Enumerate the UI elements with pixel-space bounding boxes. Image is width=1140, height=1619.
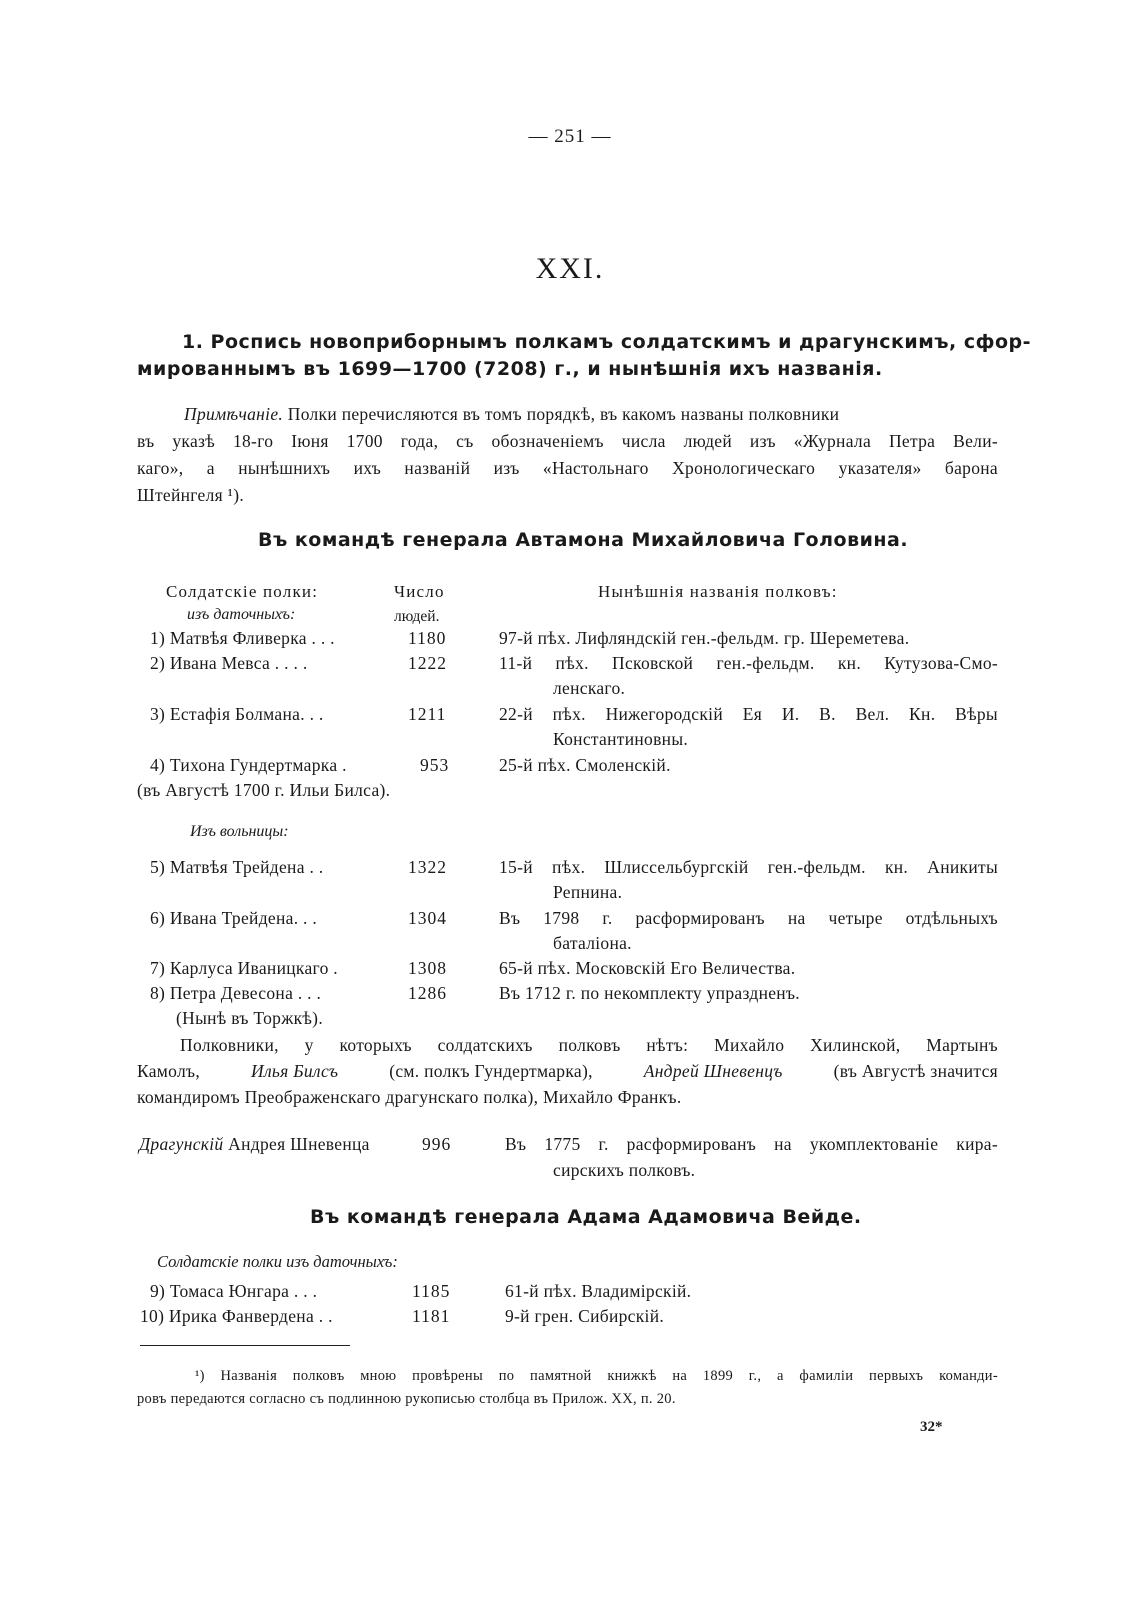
regiment-4-name: 4) Тихона Гундертмарка . <box>150 755 347 775</box>
regiment-1-name: 1) Матвѣя Фливерка . . . <box>150 628 335 648</box>
dragoon-name: Андрея Шневенца <box>228 1134 370 1154</box>
regiment-2-count: 1222 <box>408 653 447 673</box>
regiment-4-note: (въ Августѣ 1700 г. Ильи Билса). <box>137 780 391 800</box>
regiment-3-count: 1211 <box>408 704 447 724</box>
regiment-9-count: 1185 <box>412 1281 451 1301</box>
regiment-10-count: 1181 <box>412 1306 451 1326</box>
dragoon-desc-cont: сирскихъ полковъ. <box>553 1160 696 1180</box>
regiment-9-name: 9) Томаса Юнгара . . . <box>150 1281 318 1301</box>
note-text-1: Полки перечисляются въ томъ порядкѣ, въ какомъ названы полковники <box>287 404 840 424</box>
colonels-line-2 <box>137 1058 998 1085</box>
regiment-7-desc: 65-й пѣх. Московскій Его Величества. <box>499 958 796 978</box>
section-number: XXI. <box>535 252 605 285</box>
regiment-10-name: 10) Ирика Фанвердена . . <box>140 1306 333 1326</box>
regiment-3-desc: 22-й пѣх. Нижегородскій Ея И. В. Вел. Кн. Вѣры <box>499 704 998 724</box>
regiment-7-count: 1308 <box>408 958 447 978</box>
regiment-6-desc-cont: баталіона. <box>553 933 632 953</box>
note-line-4: Штейнгеля ¹). <box>137 485 245 505</box>
regiment-2-desc: 11-й пѣх. Псковской ген.-фельдм. кн. Кутузова-Смо- <box>499 653 998 673</box>
sub-volnitsa: Изъ вольницы: <box>190 823 289 840</box>
col-number-header: Число <box>394 582 445 601</box>
regiment-6-count: 1304 <box>408 908 447 928</box>
regiment-8-count: 1286 <box>408 983 447 1003</box>
regiment-1-count: 1180 <box>408 628 447 648</box>
footnote-line-2: ровъ передаются согласно съ подлинною рукописью столбца въ Прилож. XX, п. 20. <box>137 1391 676 1407</box>
regiment-9-desc: 61-й пѣх. Владимірскій. <box>505 1281 692 1301</box>
regiment-3-name: 3) Естафія Болмана. . . <box>150 704 324 724</box>
regiment-6-desc: Въ 1798 г. расформированъ на четыре отдѣльныхъ <box>499 908 998 928</box>
regiment-5-desc-cont: Репнина. <box>553 882 623 902</box>
dragoon-name-line <box>139 1134 370 1155</box>
dragoon-count: 996 <box>422 1134 452 1154</box>
colonels-line-3: командиромъ Преображенскаго драгунскаго полка), Михайло Франкъ. <box>137 1087 682 1107</box>
colonels-line-1: Полковники, у которыхъ солдатскихъ полковъ нѣтъ: Михайло Хилинской, Мартынъ <box>180 1035 998 1055</box>
note-label: Примѣчаніе. <box>184 404 284 424</box>
footnote-line-1: ¹) Названія полковъ мною провѣрены по памятной книжкѣ на 1899 г., а фамиліи первыхъ команди- <box>195 1368 998 1384</box>
command-2-sub: Солдатскіе полки изъ даточныхъ: <box>157 1252 398 1271</box>
command-2-heading: Въ командѣ генерала Адама Адамовича Вейде. <box>310 1206 862 1228</box>
title-line-2: мированнымъ въ 1699—1700 (7208) г., и нынѣшнія ихъ названія. <box>137 358 883 380</box>
colonels-bils-note: (см. полкъ Гундертмарка), <box>389 1061 593 1081</box>
regiment-2-name: 2) Ивана Мевса . . . . <box>150 653 308 673</box>
note-line-1 <box>184 401 998 428</box>
sub-datochnye: изъ даточныхъ: <box>187 606 296 623</box>
footnote-rule <box>140 1345 350 1346</box>
regiment-5-count: 1322 <box>408 857 447 877</box>
regiment-2-desc-cont: ленскаго. <box>553 678 626 698</box>
colonels-bils: Илья Билсъ <box>251 1061 339 1081</box>
colonels-camol: Камолъ, <box>137 1061 201 1081</box>
regiment-8-name: 8) Петра Девесона . . . <box>150 983 322 1003</box>
regiment-7-name: 7) Карлуса Иваницкаго . <box>150 958 338 978</box>
dragoon-label: Драгунскій <box>139 1134 224 1154</box>
signature-mark: 32* <box>920 1419 943 1435</box>
regiment-4-count: 953 <box>420 755 450 775</box>
dragoon-desc: Въ 1775 г. расформированъ на укомплектованіе кира- <box>505 1134 998 1154</box>
note-line-3: каго», а нынѣшнихъ ихъ названій изъ «Настольнаго Хронологическаго указателя» барона <box>137 458 998 478</box>
regiment-6-name: 6) Ивана Трейдена. . . <box>150 908 318 928</box>
regiment-1-desc: 97-й пѣх. Лифляндскій ген.-фельдм. гр. Шереметева. <box>499 628 910 648</box>
colonels-shnevents-note: (въ Августѣ значится <box>833 1061 998 1081</box>
title-line-1: 1. Роспись новоприборнымъ полкамъ солдатскимъ и драгунскимъ, сфор- <box>182 331 1032 353</box>
note-line-2: въ указѣ 18-го Іюня 1700 года, съ обозначеніемъ числа людей изъ «Журнала Петра Вели- <box>137 431 998 451</box>
regiment-5-desc: 15-й пѣх. Шлиссельбургскій ген.-фельдм. кн. Аникиты <box>499 857 998 877</box>
regiment-10-desc: 9-й грен. Сибирскій. <box>505 1306 665 1326</box>
regiment-5-name: 5) Матвѣя Трейдена . . <box>150 857 324 877</box>
page-number: — 251 — <box>528 126 612 147</box>
regiment-4-desc: 25-й пѣх. Смоленскій. <box>499 755 671 775</box>
regiment-8-note: (Нынѣ въ Торжкѣ). <box>176 1008 323 1028</box>
command-1-heading: Въ командѣ генерала Автамона Михайловича Головина. <box>258 529 909 551</box>
colonels-shnevents: Андрей Шневенцъ <box>643 1061 783 1081</box>
regiment-3-desc-cont: Константиновны. <box>553 729 689 749</box>
col-soldier-header: Солдатскіе полки: <box>166 582 319 601</box>
col-current-header: Нынѣшнія названія полковъ: <box>598 582 838 601</box>
col-people-header: людей. <box>394 608 440 625</box>
regiment-8-desc: Въ 1712 г. по некомплекту упраздненъ. <box>499 983 800 1003</box>
